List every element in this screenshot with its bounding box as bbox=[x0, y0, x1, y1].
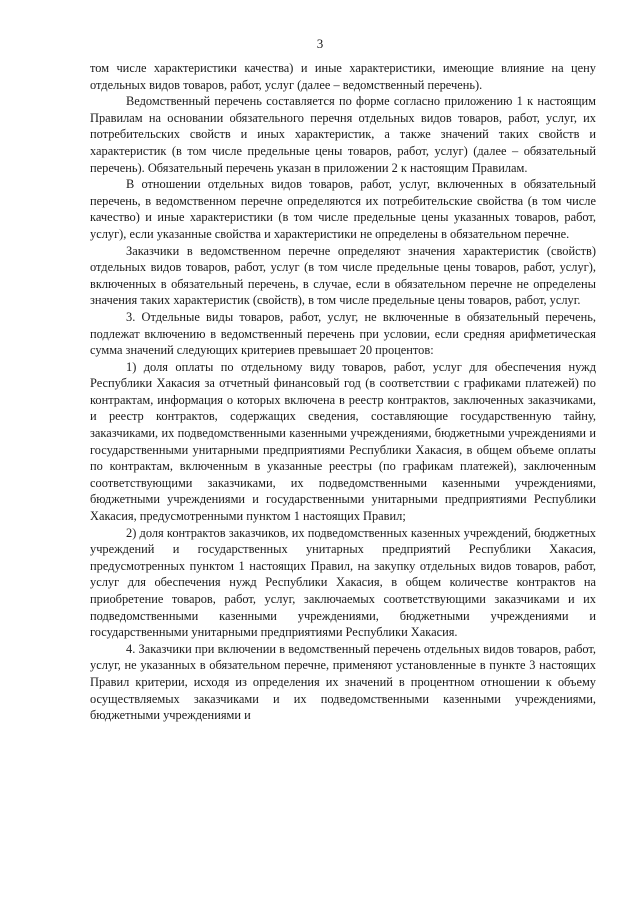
paragraph-6: 1) доля оплаты по отдельному виду товаров, работ, услуг для обеспечения нужд Республики Хакасия за отчетный финансовый год (в соответствии с графиками платежей) по контрактам, информация о которых включена в реестр контрактов, заключенных заказчиками, и реестр контрактов, содержащих сведения, составляющие государственную тайну, заказчиками, их подведомственными казенными учреждениями, бюджетными учреждениями и государственными унитарными предприятиями Республики Хакасия, в общем объеме оплаты по контрактам, включенным в указанные реестры (по графикам платежей), заключенным соответствующими заказчиками, их подведомственными казенными учреждениями, бюджетными учреждениями и государственными унитарными предприятиями Республики Хакасия, предусмотренными пунктом 1 настоящих Правил; bbox=[90, 359, 596, 524]
document-body bbox=[90, 60, 596, 724]
paragraph-3: В отношении отдельных видов товаров, работ, услуг, включенных в обязательный перечень, в ведомственном перечне определяются их потребительские свойства (в том числе качество) и иные характеристики (в том числе предельные цены указанных товаров, работ, услуг), если указанные свойства и характеристики не определены в обязательном перечне. bbox=[90, 177, 596, 241]
paragraph-4: Заказчики в ведомственном перечне определяют значения характеристик (свойств) отдельных видов товаров, работ, услуг (в том числе предельные цены товаров, работ, услуг), включенных в обязательный перечень, в случае, если в обязательном перечне не определены значения таких характеристик (свойств), в том числе предельные цены товаров, работ, услуг. bbox=[90, 243, 596, 308]
paragraph-5: 3. Отдельные виды товаров, работ, услуг, не включенные в обязательный перечень, подлежат включению в ведомственный перечень при условии, если средняя арифметическая сумма значений следующих критериев превышает 20 процентов: bbox=[90, 309, 596, 358]
paragraph-8: 4. Заказчики при включении в ведомственный перечень отдельных видов товаров, работ, услуг, не указанных в обязательном перечне, применяют установленные в пункте 3 настоящих Правил критерии, исходя из определения их значений в процентном отношении к объему осуществляемых заказчиками и их подведомственными казенными учреждениями, бюджетными учреждениями и bbox=[90, 641, 596, 723]
page-number: 3 bbox=[316, 36, 324, 51]
paragraph-1: том числе характеристики качества) и иные характеристики, имеющие влияние на цену отдельных видов товаров, работ, услуг (далее – ведомственный перечень). bbox=[90, 61, 596, 92]
paragraph-2: Ведомственный перечень составляется по форме согласно приложению 1 к настоящим Правилам на основании обязательного перечня отдельных видов товаров, работ, услуг, их потребительских свойств и иных характеристик, а также значений таких свойств и характеристик (в том числе предельные цены товаров, работ, услуг) (далее – обязательный перечень). Обязательный перечень указан в приложении 2 к настоящим Правилам. bbox=[90, 94, 596, 175]
paragraph-7: 2) доля контрактов заказчиков, их подведомственных казенных учреждений, бюджетных учреждений и государственных унитарных предприятий Республики Хакасия, предусмотренных пунктом 1 настоящих Правил, на закупку отдельных видов товаров, работ, услуг для обеспечения нужд Республики Хакасия, в общем количестве контрактов на приобретение товаров, работ, услуг, заключаемых соответствующими заказчиками и их подведомственными казенными учреждениями, бюджетными учреждениями и государственными унитарными предприятиями Республики Хакасия. bbox=[90, 525, 596, 640]
